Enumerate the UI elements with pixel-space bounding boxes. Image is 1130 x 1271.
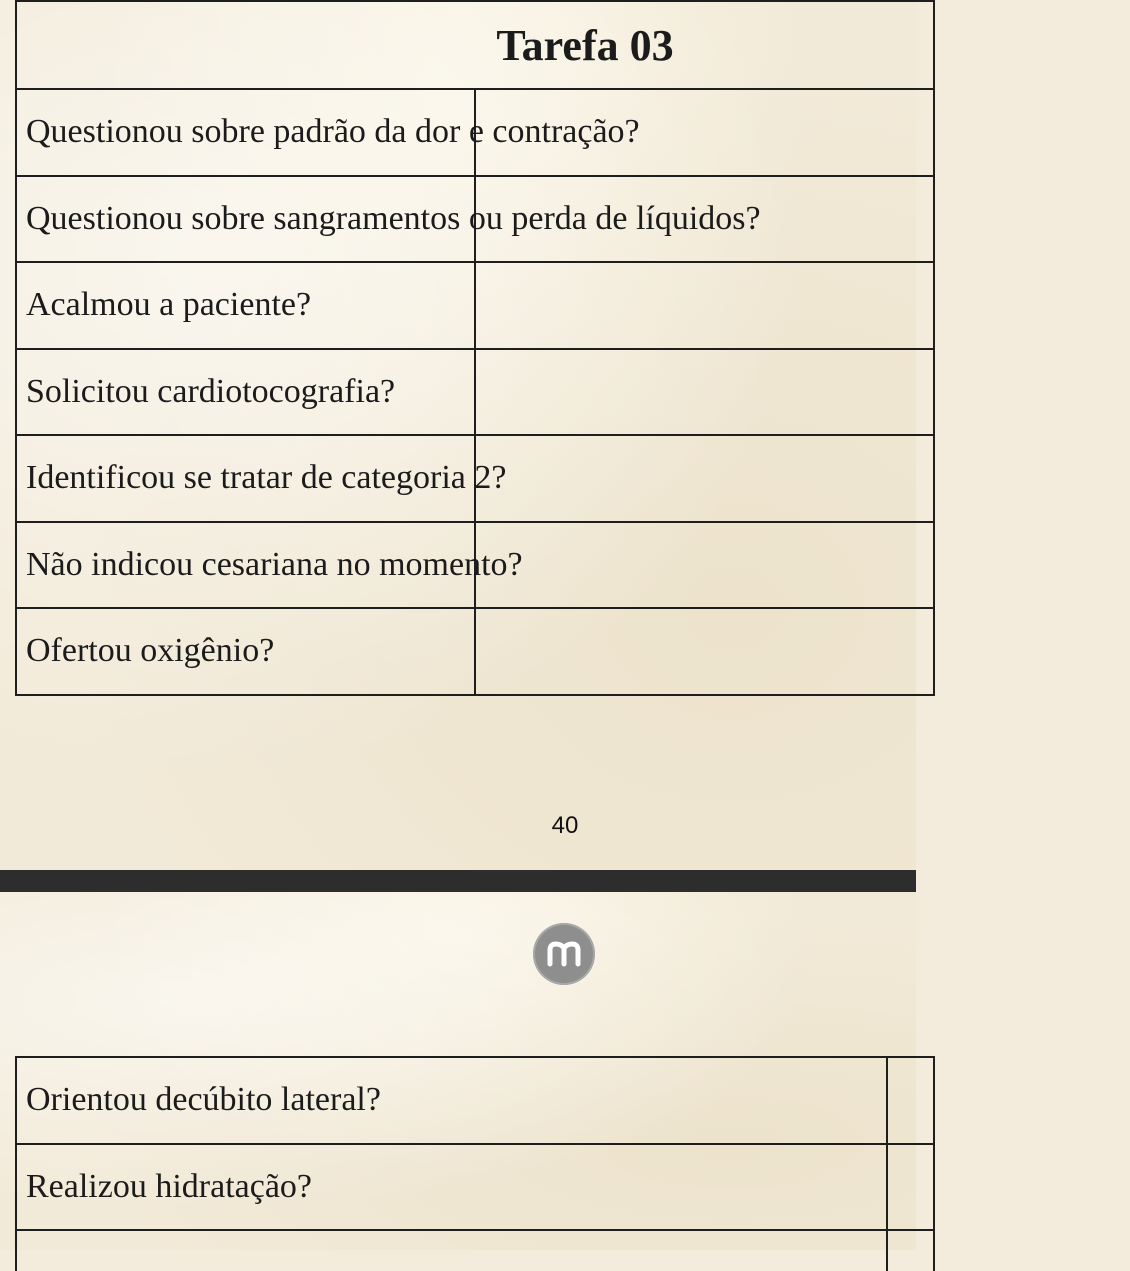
checklist-mark-cell [475,349,934,436]
next-page-checklist-table [15,1056,935,1271]
table-row [16,1230,934,1271]
checklist-item-text: Questionou sobre sangramentos ou perda de líquidos? [16,176,475,263]
task-title: Tarefa 03 [16,1,934,89]
checklist-item-text [16,1230,887,1271]
checklist-item-text: Orientou decúbito lateral? [16,1057,887,1144]
checklist-mark-cell [887,1057,934,1144]
checklist-item-text: Questionou sobre padrão da dor e contração? [16,89,475,176]
table-row [16,522,934,609]
task-title-row [16,1,934,89]
table-row [16,262,934,349]
checklist-item-text: Ofertou oxigênio? [16,608,475,695]
table-row [16,1144,934,1231]
checklist-mark-cell [475,522,934,609]
table-row [16,608,934,695]
table-row [16,435,934,522]
table-row [16,176,934,263]
checklist-item-text: Acalmou a paciente? [16,262,475,349]
table-row [16,349,934,436]
checklist-mark-cell [887,1230,934,1271]
checklist-mark-cell [887,1144,934,1231]
table-row [16,1057,934,1144]
task-checklist-table [15,0,935,696]
checklist-mark-cell [475,435,934,522]
checklist-item-text: Não indicou cesariana no momento? [16,522,475,609]
checklist-item-text: Solicitou cardiotocografia? [16,349,475,436]
page-number: 40 [551,812,579,839]
page-separator [0,870,916,892]
table-row [16,89,934,176]
checklist-mark-cell [475,262,934,349]
checklist-item-text: Identificou se tratar de categoria 2? [16,435,475,522]
document-page-bottom [0,892,916,1250]
checklist-mark-cell [475,608,934,695]
checklist-item-text: Realizou hidratação? [16,1144,887,1231]
m-logo-icon [533,923,595,985]
